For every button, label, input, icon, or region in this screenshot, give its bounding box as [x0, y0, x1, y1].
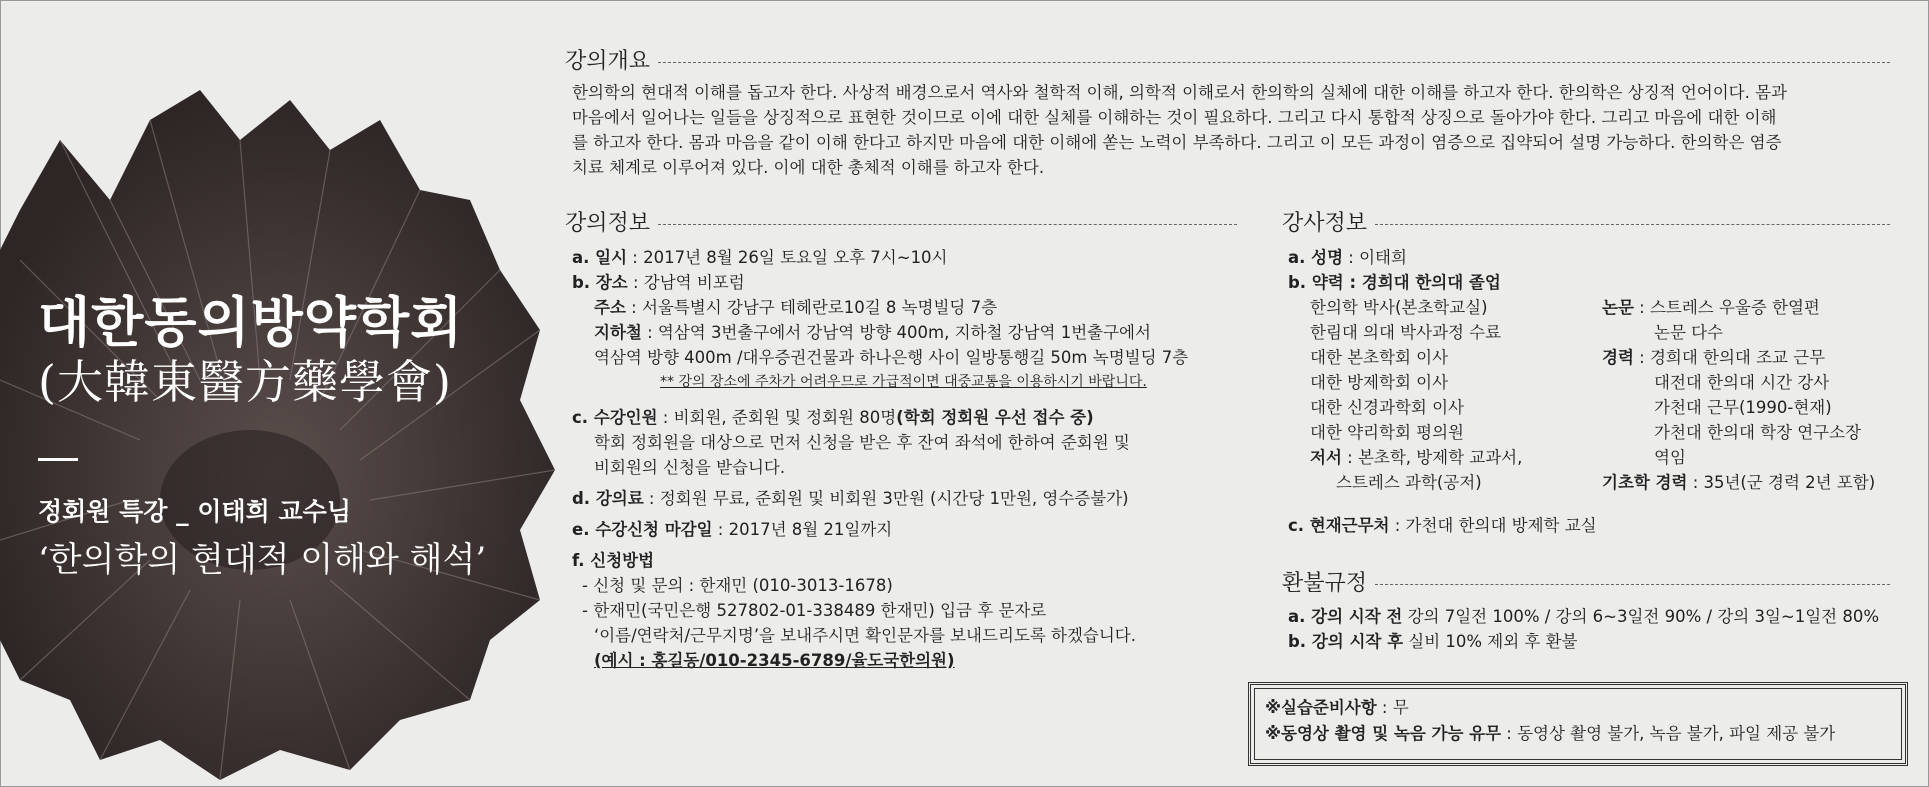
heading-dotted-line — [658, 224, 1237, 225]
instructor-name — [1288, 245, 1608, 270]
lecture-heading — [565, 206, 1237, 237]
career-item: 대한 신경과학회 이사 — [1310, 398, 1464, 417]
label: 경력 — [1602, 348, 1634, 367]
lecture-deadline — [572, 517, 1252, 542]
notes-box-inner-border — [1254, 688, 1902, 760]
instructor-workplace — [1288, 513, 1888, 538]
instructor-heading — [1282, 206, 1890, 237]
value: : 정회원 무료, 준회원 및 비회원 3만원 (시간당 1만원, 영수증불가) — [643, 489, 1129, 508]
label: b. 약력 : 경희대 한의대 졸업 — [1288, 273, 1501, 292]
value: : 35년(군 경력 2년 포함) — [1687, 473, 1876, 492]
label: ※실습준비사항 — [1265, 698, 1377, 717]
lecture-fee — [572, 486, 1252, 511]
instructor-books — [1288, 445, 1608, 470]
label: 주소 — [594, 298, 626, 317]
lecture-capacity — [572, 405, 1252, 430]
instructor-current — [1288, 513, 1888, 538]
lecture-title: ‘한의학의 현대적 이해와 해석’ — [38, 540, 487, 580]
overview-paragraph — [572, 80, 1892, 180]
instructor-basic-career — [1602, 470, 1902, 495]
overview-line: 를 하고자 한다. 몸과 마음을 같이 이해 한다고 하지만 마음에 대한 이해에 쏟는 노력이 부족하다. 그리고 이 모든 과정이 염증으로 집약되어 설명 가능하다. 한의학은 염증 — [572, 133, 1782, 152]
lecture-subway-2: 역삼역 방향 400m /대우증권건물과 하나은행 사이 일방통행길 50m 녹명빌딩 7층 — [594, 348, 1189, 367]
instructor-info-left — [1288, 245, 1608, 495]
label: b. 장소 — [572, 273, 628, 292]
refund-after — [1288, 629, 1898, 654]
lecture-date — [572, 245, 1252, 270]
career-item: 대한 방제학회 이사 — [1310, 373, 1449, 392]
label: a. 일시 — [572, 248, 628, 267]
papers-line: 논문 다수 — [1654, 323, 1724, 342]
heading-dotted-line — [1375, 584, 1890, 585]
lecture-heading-text: 강의정보 — [565, 211, 651, 236]
divider-dash — [38, 458, 78, 461]
experience-item: 가천대 근무(1990-현재) — [1654, 398, 1832, 417]
apply-line: ‘이름/연락처/근무지명’을 보내주시면 확인문자를 보내드리도록 하겠습니다. — [594, 626, 1136, 645]
instructor-experience — [1602, 345, 1902, 370]
instructor-info-right — [1602, 295, 1902, 495]
refund-heading-text: 환불규정 — [1282, 571, 1368, 596]
priority-note: (학회 정회원 우선 접수 중) — [896, 408, 1094, 427]
value: : 본초학, 방제학 교과서, — [1341, 448, 1523, 467]
apply-method — [572, 548, 1252, 573]
career-item: 한림대 의대 박사과정 수료 — [1310, 323, 1502, 342]
lecture-address — [572, 295, 1252, 320]
label: 저서 — [1310, 448, 1342, 467]
instructor-heading-text: 강사정보 — [1282, 211, 1368, 236]
value: : 무 — [1376, 698, 1409, 717]
apply-line: - 한재민(국민은행 527802-01-338489 한재민) 입금 후 문자로 — [582, 601, 1047, 620]
value: : 이태희 — [1343, 248, 1407, 267]
value: 강의 7일전 100% / 강의 6~3일전 90% / 강의 3일~1일전 80% — [1402, 607, 1880, 626]
label: 기초학 경력 — [1602, 473, 1688, 492]
lecture-place — [572, 270, 1252, 295]
apply-example: (예시 : 홍길동/010-2345-6789/율도국한의원) — [594, 651, 955, 670]
label: d. 강의료 — [572, 489, 644, 508]
overview-line: 마음에서 일어나는 일들을 상징적으로 표현한 것이므로 이에 대한 실체를 이해하는 것이 필요하다. 그리고 다시 통합적 상징으로 돌아가야 한다. 그리고 마음에 대한 이해 — [572, 108, 1777, 127]
society-title-hanja: (大韓東醫方藥學會) — [38, 355, 452, 409]
notes-box — [1248, 682, 1908, 766]
label: c. 수강인원 — [572, 408, 658, 427]
overview-heading — [565, 44, 1890, 75]
overview-heading-text: 강의개요 — [565, 49, 651, 74]
value: : 2017년 8월 26일 토요일 오후 7시~10시 — [627, 248, 948, 267]
refund-heading — [1282, 566, 1890, 597]
experience-item: 역임 — [1654, 448, 1686, 467]
label: c. 현재근무처 — [1288, 516, 1390, 535]
career-item: 대한 약리학회 평의원 — [1310, 423, 1464, 442]
heading-dotted-line — [1375, 224, 1890, 225]
value: : 비회원, 준회원 및 정회원 80명 — [657, 408, 897, 427]
capacity-line: 학회 정회원을 대상으로 먼저 신청을 받은 후 잔여 좌석에 한하여 준회원 및 — [594, 433, 1130, 452]
value: : 가천대 한의대 방제학 교실 — [1389, 516, 1597, 535]
experience-item: 가천대 한의대 학장 연구소장 — [1654, 423, 1862, 442]
refund-list — [1288, 604, 1898, 654]
society-title: 대한동의방약학회 — [38, 291, 464, 354]
lecture-speaker: 정회원 특강 _ 이태희 교수님 — [38, 497, 351, 526]
overview-line: 한의학의 현대적 이해를 돕고자 한다. 사상적 배경으로서 역사와 철학적 이해, 의학적 이해로서 한의학의 실체에 대한 이해를 하고자 한다. 한의학은 상징적 언어이다. 몸과 — [572, 83, 1787, 102]
career-item: 대한 본초학회 이사 — [1310, 348, 1449, 367]
label: 지하철 — [594, 323, 642, 342]
value: : 동영상 촬영 불가, 녹음 불가, 파일 제공 불가 — [1501, 724, 1836, 743]
wood-texture-graphic — [0, 80, 560, 780]
experience-item: 대전대 한의대 시간 강사 — [1654, 373, 1830, 392]
label: a. 성명 — [1288, 248, 1344, 267]
heading-dotted-line — [658, 62, 1890, 63]
lecture-subway — [572, 320, 1252, 345]
label: a. 강의 시작 전 — [1288, 607, 1403, 626]
capacity-line: 비회원의 신청을 받습니다. — [594, 458, 786, 477]
value: 실비 10% 제외 후 환불 — [1403, 632, 1578, 651]
value: : 서울특별시 강남구 테헤란로10길 8 녹명빌딩 7층 — [625, 298, 998, 317]
label: b. 강의 시작 후 — [1288, 632, 1404, 651]
apply-line: - 신청 및 문의 : 한재민 (010-3013-1678) — [582, 576, 893, 595]
value: : 경희대 한의대 조교 근무 — [1633, 348, 1826, 367]
label: ※동영상 촬영 및 녹음 가능 유무 — [1265, 724, 1502, 743]
career-item: 한의학 박사(본초학교실) — [1310, 298, 1488, 317]
value: : 스트레스 우울증 한열편 — [1633, 298, 1820, 317]
overview-line: 치료 체계로 이루어져 있다. 이에 대한 총체적 이해를 하고자 한다. — [572, 158, 1045, 177]
label: 논문 — [1602, 298, 1634, 317]
parking-note: ** 강의 장소에 주차가 어려우므로 가급적이면 대중교통을 이용하시기 바랍니다. — [660, 374, 1147, 390]
instructor-books-2: 스트레스 과학(공저) — [1336, 473, 1482, 492]
spacer — [572, 395, 1252, 405]
instructor-career — [1288, 270, 1608, 295]
logo-artwork — [0, 80, 560, 780]
label: f. 신청방법 — [572, 551, 655, 570]
lecture-info-list — [572, 245, 1252, 673]
value: : 2017년 8월 21일까지 — [712, 520, 893, 539]
refund-before — [1288, 604, 1898, 629]
instructor-papers — [1602, 295, 1902, 320]
value: : 역삼역 3번출구에서 강남역 방향 400m, 지하철 강남역 1번출구에서 — [641, 323, 1151, 342]
label: e. 수강신청 마감일 — [572, 520, 713, 539]
value: : 강남역 비포럼 — [627, 273, 745, 292]
